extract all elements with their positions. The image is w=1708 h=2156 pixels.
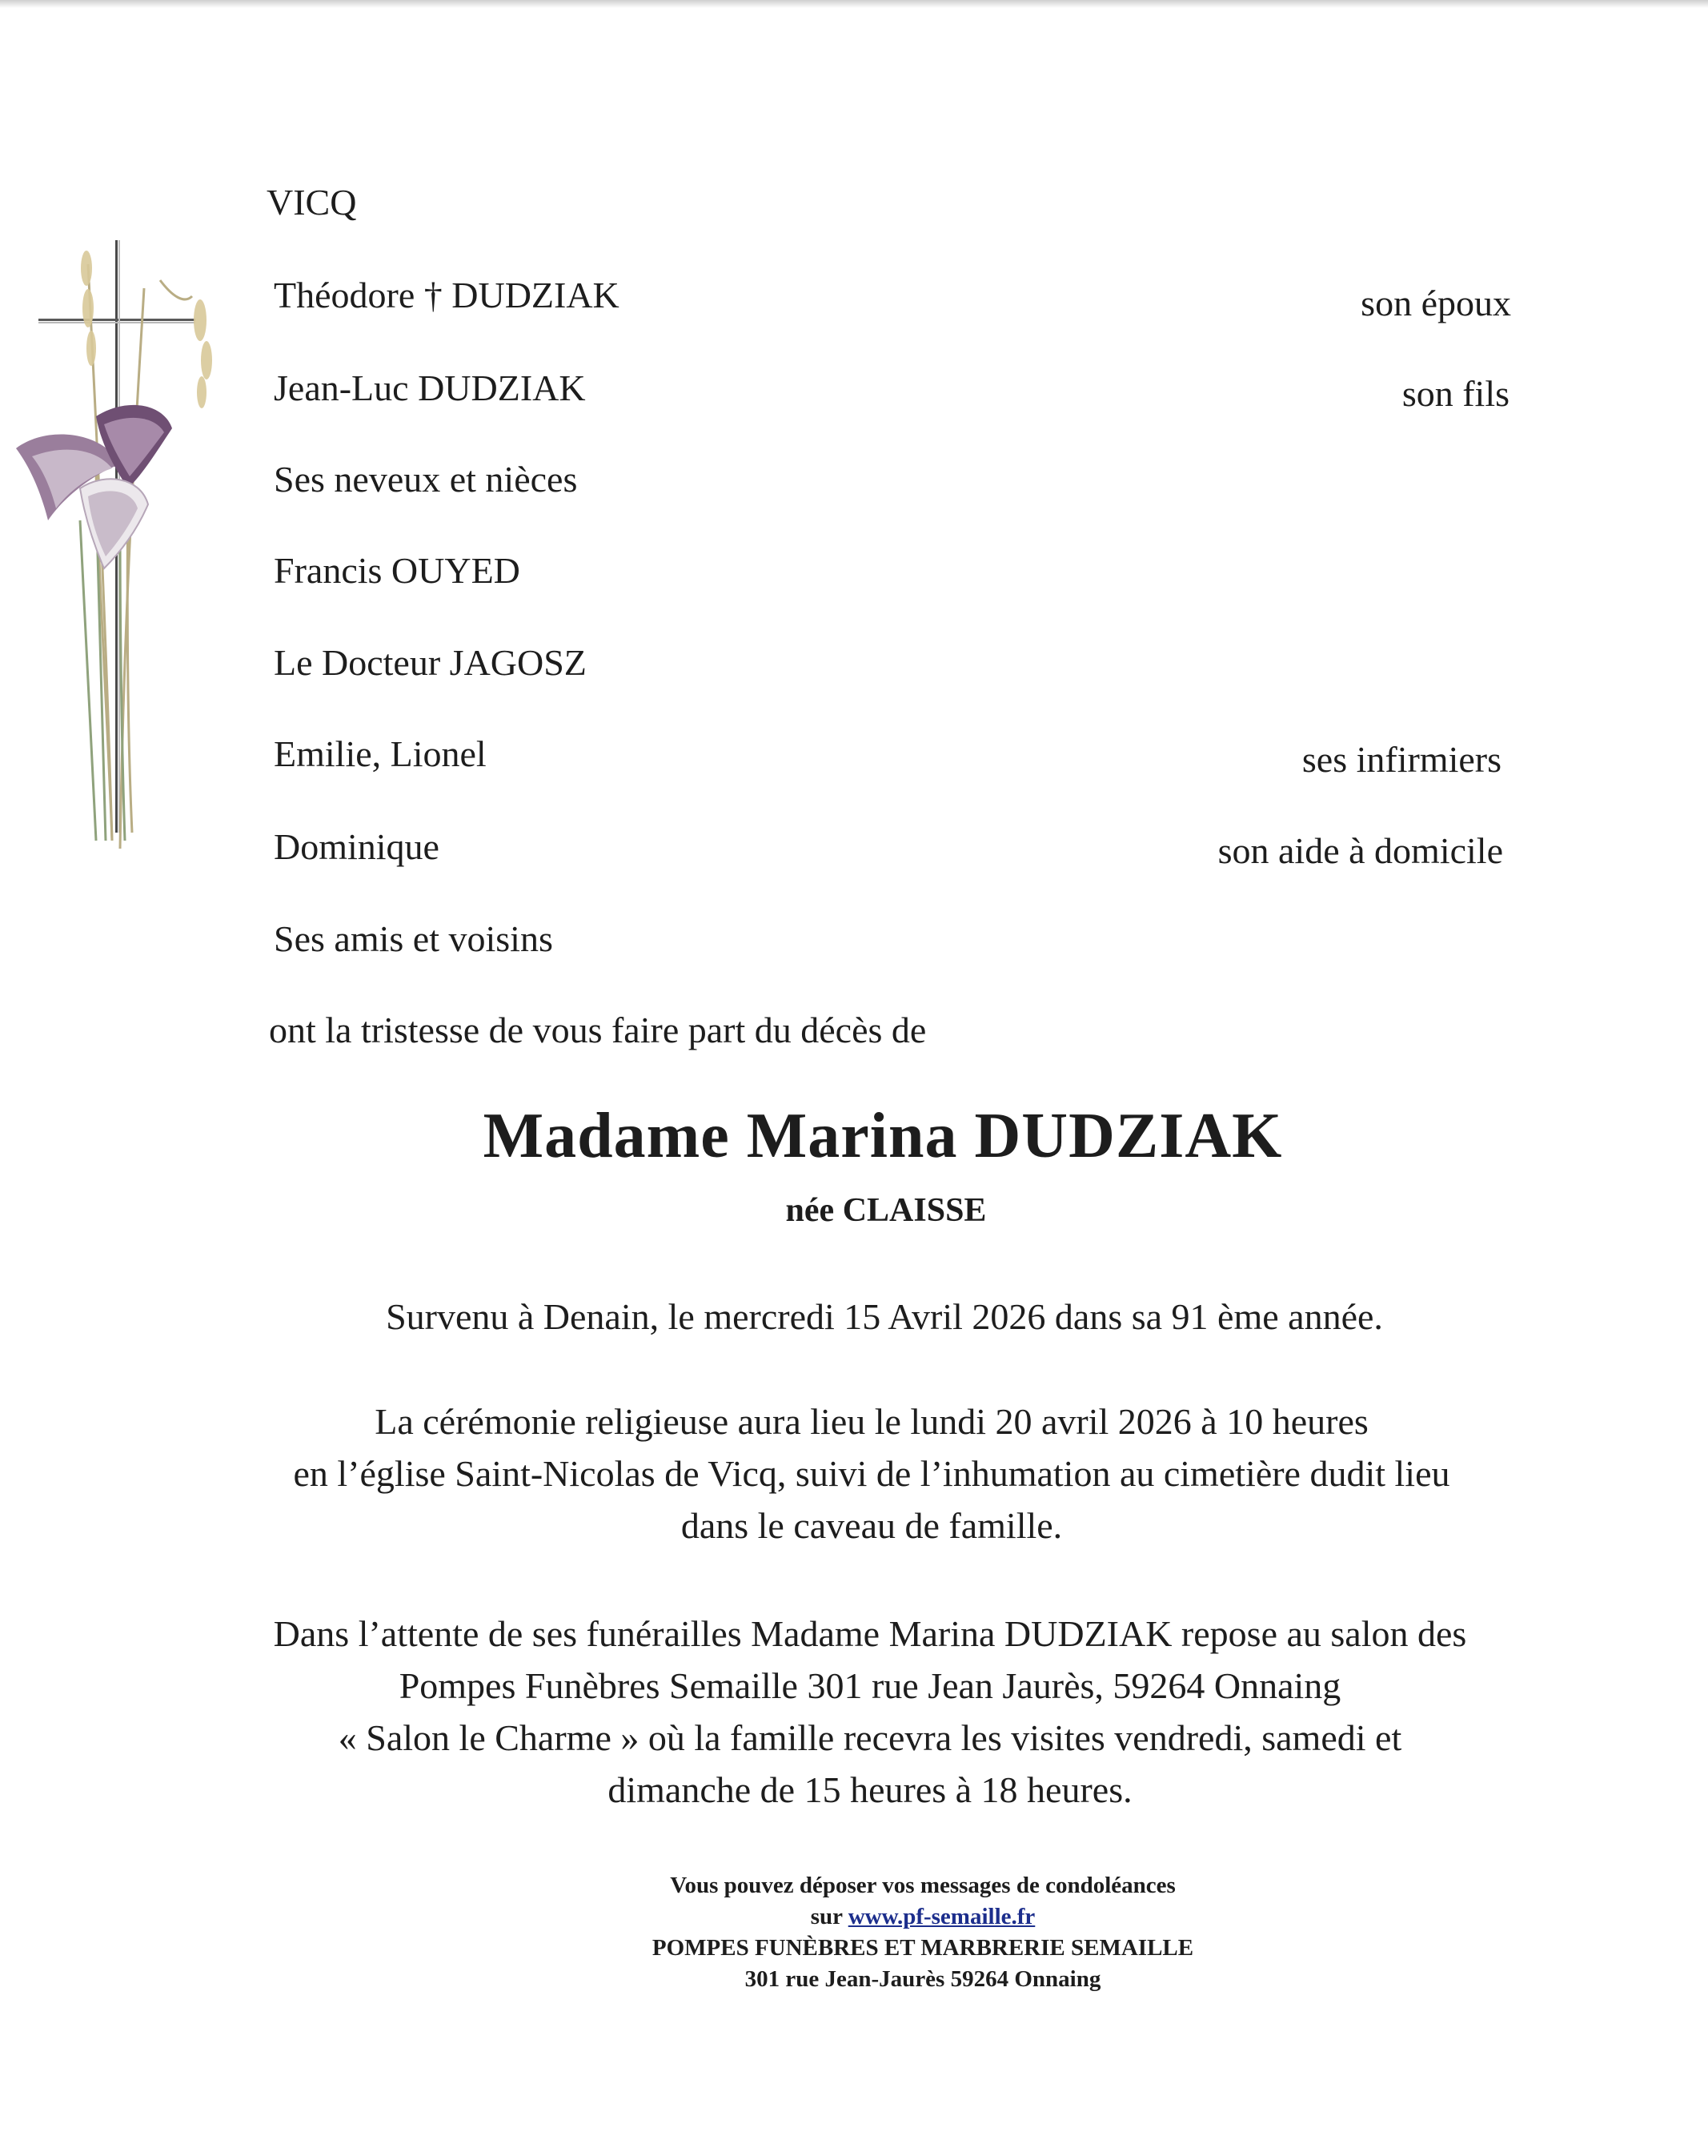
visitation-details [16, 1608, 1708, 1816]
deceased-name: Madame Marina DUDZIAK [483, 1101, 1283, 1171]
ceremony-line-1: La cérémonie religieuse aura lieu le lundi 20 avril 2026 à 10 heures [375, 1401, 1369, 1442]
ceremony-line-3: dans le caveau de famille. [680, 1505, 1063, 1546]
wheat-ear-icon [81, 251, 212, 408]
calla-lily-icon [16, 405, 172, 568]
family-name-5: Le Docteur JAGOSZ [274, 642, 587, 683]
visitation-line-1: Dans l’attente de ses funérailles Madame Marina DUDZIAK repose au salon des [273, 1613, 1467, 1654]
visitation-line-3: « Salon le Charme » où la famille recevra les visites vendredi, samedi et [338, 1717, 1402, 1758]
family-role-1: son époux [1361, 283, 1511, 323]
visitation-line-4: dimanche de 15 heures à 18 heures. [607, 1769, 1133, 1810]
website-line [69, 1901, 1708, 1933]
visitation-line-2: Pompes Funèbres Semaille 301 rue Jean Jaurès, 59264 Onnaing [399, 1665, 1341, 1706]
family-name-4: Francis OUYED [274, 550, 520, 591]
condolences-line: Vous pouvez déposer vos messages de condoléances [670, 1873, 1176, 1898]
maiden-name: née CLAISSE [785, 1192, 987, 1229]
cross-lily-illustration [0, 232, 224, 857]
family-name-6: Emilie, Lionel [274, 733, 487, 774]
website-prefix: sur [810, 1904, 848, 1929]
company-name: POMPES FUNÈBRES ET MARBRERIE SEMAILLE [652, 1935, 1194, 1961]
family-name-1: Théodore † DUDZIAK [274, 275, 619, 315]
announcement-intro: ont la tristesse de vous faire part du décès de [269, 1010, 927, 1050]
website-link[interactable]: www.pf-semaille.fr [848, 1904, 1036, 1929]
family-role-7: son aide à domicile [1217, 830, 1503, 871]
family-name-2: Jean-Luc DUDZIAK [274, 367, 586, 408]
company-address: 301 rue Jean-Jaurès 59264 Onnaing [744, 1966, 1101, 1992]
ceremony-details [18, 1395, 1708, 1552]
family-role-6: ses infirmiers [1301, 739, 1502, 780]
location: VICQ [267, 182, 357, 223]
family-name-3: Ses neveux et nièces [274, 459, 578, 500]
scan-edge [0, 0, 1708, 8]
family-name-7: Dominique [274, 826, 439, 867]
ceremony-line-2: en l’église Saint-Nicolas de Vicq, suivi de l’inhumation au cimetière dudit lieu [293, 1453, 1450, 1494]
funeral-home-footer [69, 1870, 1708, 1995]
family-role-2: son fils [1401, 373, 1510, 414]
family-name-8: Ses amis et voisins [274, 918, 553, 959]
death-notice: Survenu à Denain, le mercredi 15 Avril 2026 dans sa 91 ème année. [386, 1296, 1383, 1337]
